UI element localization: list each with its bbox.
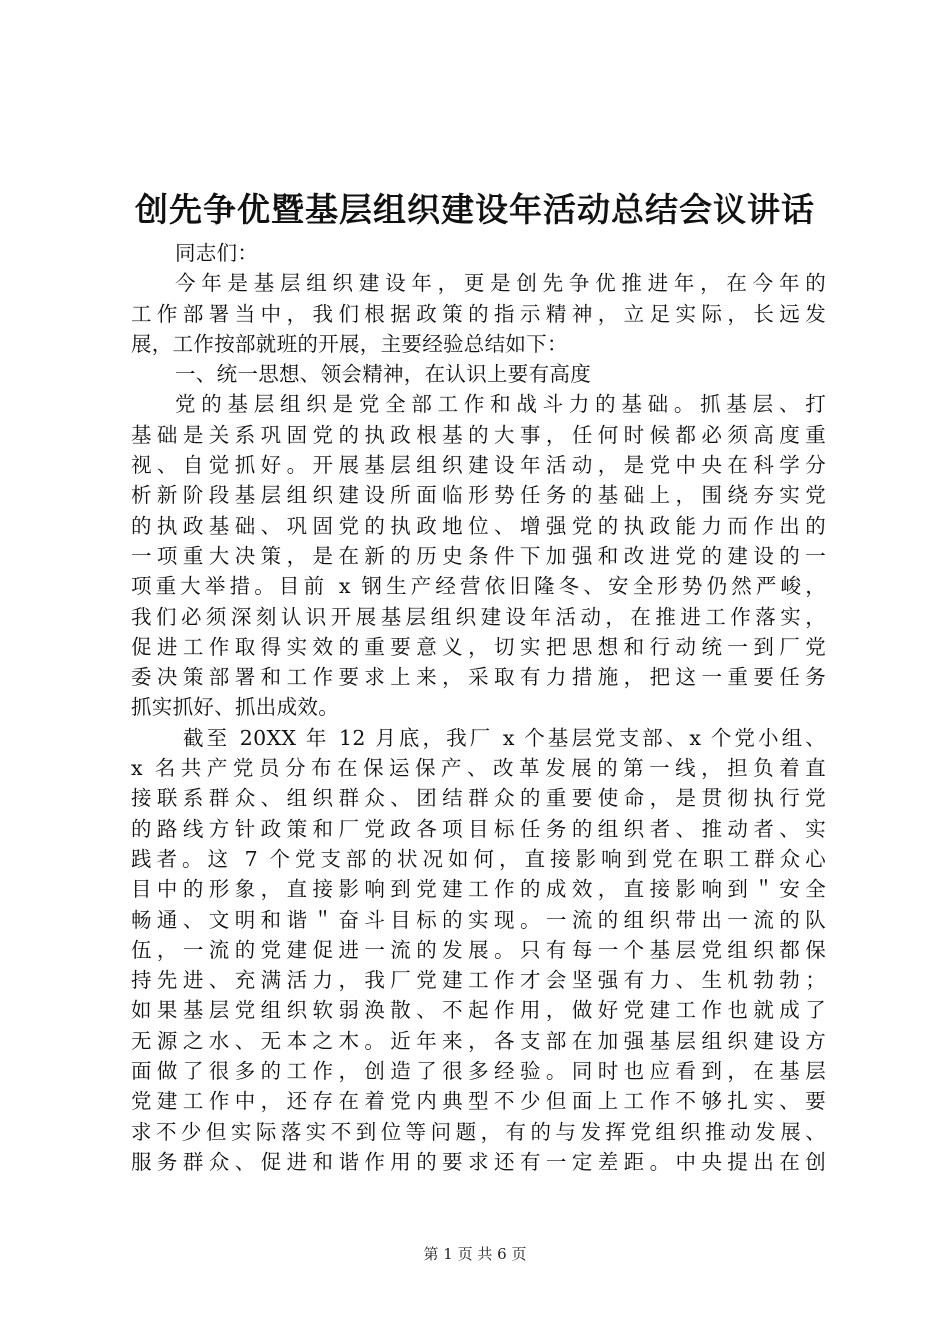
paragraph-line: 基础是关系巩固党的执政根基的大事，任何时候都必须高度重: [131, 422, 826, 447]
paragraph-line: 党的基层组织是党全部工作和战斗力的基础。抓基层、打: [175, 392, 826, 417]
section-heading: 一、统一思想、领会精神，在认识上要有高度: [175, 362, 591, 387]
paragraph-line: 的路线方针政策和厂党政各项目标任务的组织者、推动者、实: [131, 816, 826, 841]
paragraph-line: 如果基层党组织软弱涣散、不起作用，做好党建工作也就成了: [131, 998, 826, 1023]
paragraph-line: 截至 20XX 年 12 月底，我厂 x 个基层党支部、x 个党小组、: [183, 725, 826, 750]
paragraph-line: 项重大举措。目前 x 钢生产经营依旧隆冬、安全形势仍然严峻，: [131, 574, 826, 599]
paragraph-line: 无源之水、无本之木。近年来，各支部在加强基层组织建设方: [131, 1028, 826, 1053]
paragraph-line: 接联系群众、组织群众、团结群众的重要使命，是贯彻执行党: [131, 786, 826, 811]
paragraph-line: 的执政基础、巩固党的执政地位、增强党的执政能力而作出的: [131, 513, 826, 538]
page-number-footer: 第 1 页 共 6 页: [423, 1245, 527, 1263]
paragraph-line: 今年是基层组织建设年，更是创先争优推进年，在今年的: [175, 271, 826, 296]
paragraph-line: 我们必须深刻认识开展基层组织建设年活动，在推进工作落实，: [131, 604, 826, 629]
paragraph-line: 目中的形象，直接影响到党建工作的成效，直接影响到＂安全: [131, 877, 826, 902]
paragraph-line: 促进工作取得实效的重要意义，切实把思想和行动统一到厂党: [131, 634, 826, 659]
paragraph-line: 求不少但实际落实不到位等问题，有的与发挥党组织推动发展、: [131, 1119, 826, 1144]
paragraph-line: 抓实抓好、抓出成效。: [131, 695, 339, 720]
paragraph-line: x 名共产党员分布在保运保产、改革发展的第一线，担负着直: [131, 756, 826, 781]
paragraph-line: 展，工作按部就班的开展，主要经验总结如下：: [131, 331, 568, 356]
paragraph-line: 持先进、充满活力，我厂党建工作才会坚强有力、生机勃勃；: [131, 968, 826, 993]
paragraph-line: 党建工作中，还存在着党内典型不少但面上工作不够扎实、要: [131, 1089, 826, 1114]
paragraph-line: 伍，一流的党建促进一流的发展。只有每一个基层党组织都保: [131, 937, 826, 962]
paragraph-line: 畅通、文明和谐＂奋斗目标的实现。一流的组织带出一流的队: [131, 907, 826, 932]
paragraph-line: 践者。这 7 个党支部的状况如何，直接影响到党在职工群众心: [131, 846, 826, 871]
document-body: [131, 238, 826, 1177]
paragraph-line: 视、自觉抓好。开展基层组织建设年活动，是党中央在科学分: [131, 453, 826, 478]
paragraph-line: 析新阶段基层组织建设所面临形势任务的基础上，围绕夯实党: [131, 483, 826, 508]
paragraph-line: 服务群众、促进和谐作用的要求还有一定差距。中央提出在创: [131, 1149, 826, 1174]
document-title: 创先争优暨基层组织建设年活动总结会议讲话: [135, 190, 815, 229]
paragraph-line: 面做了很多的工作，创造了很多经验。同时也应看到，在基层: [131, 1059, 826, 1084]
paragraph-line: 一项重大决策，是在新的历史条件下加强和改进党的建设的一: [131, 543, 826, 568]
salutation-line: 同志们：: [175, 241, 259, 265]
paragraph-line: 工作部署当中，我们根据政策的指示精神，立足实际，长远发: [131, 301, 826, 326]
paragraph-line: 委决策部署和工作要求上来，采取有力措施，把这一重要任务: [131, 665, 826, 690]
